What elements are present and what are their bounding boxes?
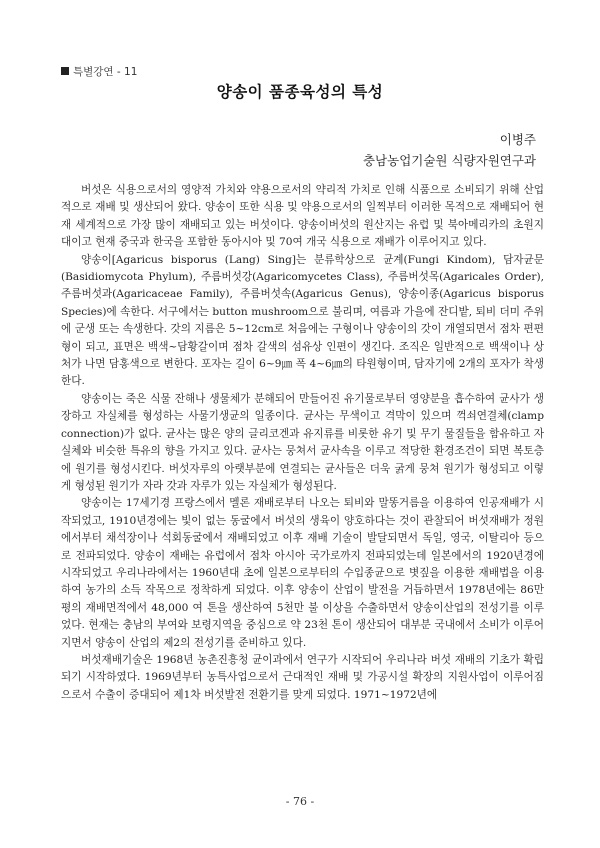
body-text [61, 182, 544, 704]
square-bullet-icon [61, 67, 69, 75]
author-affiliation: 충남농업기술원 식량자원연구과 [362, 153, 536, 168]
page-title: 양송이 품종육성의 특성 [216, 83, 384, 101]
section-header [61, 64, 137, 79]
paragraph: 양송이는 17세기경 프랑스에서 멜론 재배로부터 나오는 퇴비와 말똥거름을 이용하여 인공재배가 시작되었고, 1910년경에는 빛이 없는 동굴에서 버섯의 생육이 양호하다는 것이 관찰되어 버섯재배가 정원에서부터 채석장이나 석회동굴에서 재배되었고 이후 재배 기술이 발달되면서 독일, 영국, 이탈리아 등으로 전파되었다. 양송이 재배는 유럽에서 점차 아시아 국가로까지 전파되었는데 일본에서의 1920년경에 시작되었고 우리나라에서는 1960년대 초에 일본으로부터의 수입종균으로 볏짚을 이용한 재배법을 이용하여 농가의 소득 작목으로 정착하게 되었다. 이후 양송이 산업이 발전을 거듭하면서 1978년에는 86만평의 재배면적에서 48,000 여 톤을 생산하여 5천만 불 이상을 수출하면서 양송이산업의 전성기를 이루었다. 현재는 충남의 부여와 보령지역을 중심으로 약 23천 톤이 생산되어 대부분 국내에서 소비가 이루어지면서 양송이 산업의 제2의 전성기를 준비하고 있다. [61, 497, 544, 649]
paragraph: 양송이[Agaricus bisporus (Lang) Sing]는 분류학상으로 균계(Fungi Kindom), 담자균문(Basidiomycota Phylum), 주름버섯강(Agaricomycetes Class), 주름버섯목(Agaricales Order), 주름버섯과(Agaricaceae Family), 주름버섯속(Agaricus Genus), 양송이종(Agaricus bisporus Species)에 속한다. 서구에서는 button mushroom으로 불리며, 여름과 가을에 잔디밭, 퇴비 더미 주위에 군생 또는 속생한다. 갓의 지름은 5~12cm로 처음에는 구형이나 양송이의 갓이 개열되면서 점차 편편형이 되고, 표면은 백색~담황갈이며 점차 갈색의 섬유상 인편이 생긴다. 조직은 일반적으로 백색이나 상처가 나면 담홍색으로 변한다. 포자는 길이 6~9㎛ 폭 4~6㎛의 타원형이며, 담자기에 2개의 포자가 착생한다. [61, 253, 544, 388]
paragraph: 버섯은 식용으로서의 영양적 가치와 약용으로서의 약리적 가치로 인해 식품으로 소비되기 위해 산업적으로 재배 및 생산되어 왔다. 양송이 또한 식용 및 약용으로서의 일찍부터 이러한 목적으로 재배되어 현재 세계적으로 가장 많이 재배되고 있는 버섯이다. 양송이버섯의 원산지는 유럽 및 북아메리카의 초원지대이고 현재 중국과 한국을 포함한 동아시아 및 70여 개국 식용으로 재배가 이루어지고 있다. [61, 184, 544, 249]
section-label: 특별강연 - 11 [73, 66, 138, 78]
paragraph: 양송이는 죽은 식물 잔해나 생물체가 분해되어 만들어진 유기물로부터 영양분을 흡수하여 균사가 생장하고 자실체를 형성하는 사물기생균의 일종이다. 균사는 무색이고 격막이 있으며 꺽쇠연결체(clamp connection)가 없다. 균사는 많은 양의 글리코겐과 유지류를 비롯한 유기 및 무기 물질들을 함유하고 자실체와 비슷한 특유의 향을 가지고 있다. 균사는 뭉쳐서 균사속을 이루고 적당한 환경조건이 되면 복토층에 원기를 형성시킨다. 버섯자루의 아랫부분에 연결되는 균사들은 더욱 굵게 뭉쳐 원기가 형성되고 이렇게 형성된 원기가 자라 갓과 자루가 있는 자실체가 형성된다. [61, 392, 544, 492]
paragraph: 버섯재배기술은 1968년 농촌진흥청 균이과에서 연구가 시작되어 우리나라 버섯 재배의 기초가 확립되기 시작하였다. 1969년부터 농특사업으로서 근대적인 재배 및 가공시설 확장의 지원사업이 이루어짐으로서 수출이 증대되어 제1차 버섯발전 전환기를 맞게 되었다. 1971~1972년에 [61, 653, 544, 701]
author-name: 이병주 [499, 132, 536, 147]
page-number: - 76 - [285, 795, 315, 808]
